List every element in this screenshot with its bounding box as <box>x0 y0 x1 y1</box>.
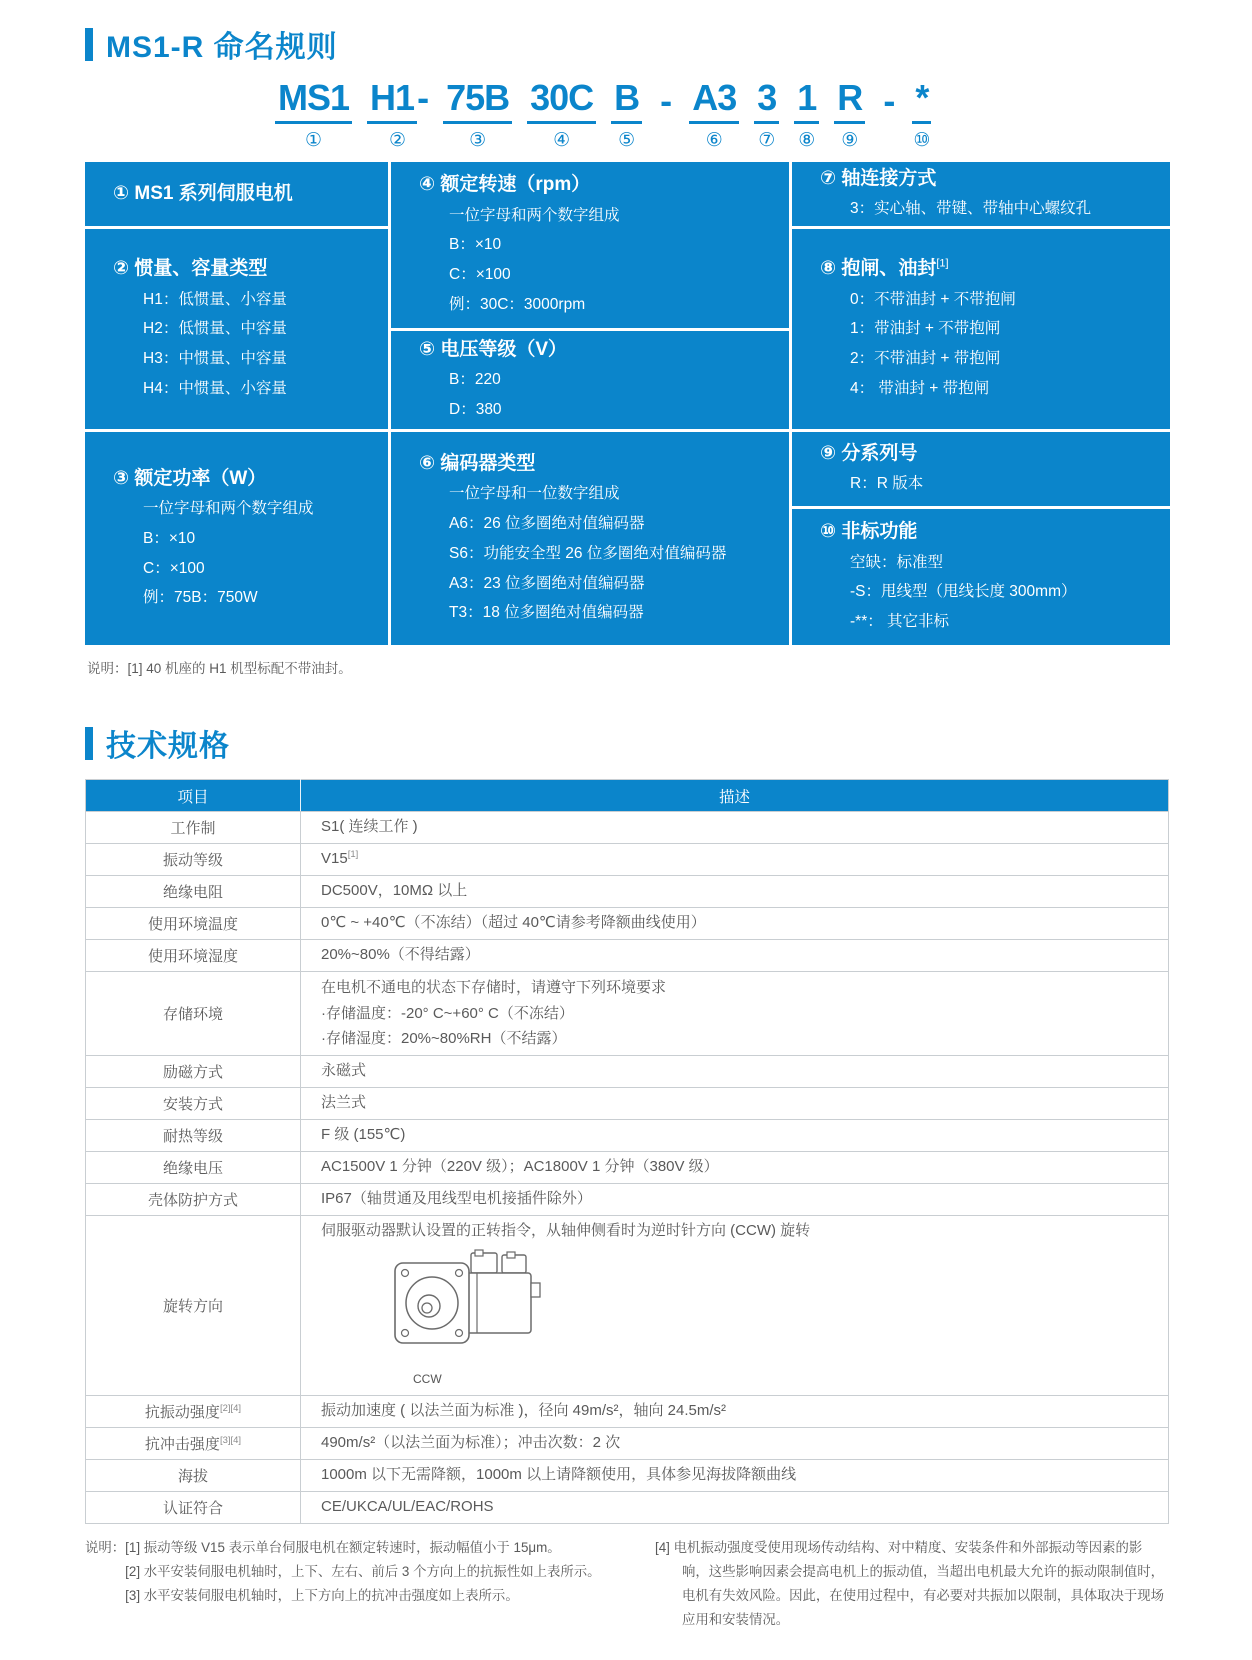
spec-header-item: 项目 <box>86 780 301 812</box>
naming-box-4: ④ 额定转速（rpm） 一位字母和两个数字组成 B：×10 C：×100 例：30C：3000rpm <box>391 162 789 328</box>
spec-table-header-row <box>86 780 1169 812</box>
table-row: 安装方式 法兰式 <box>86 1087 1169 1119</box>
table-row: 抗振动强度[2][4] 振动加速度 ( 以法兰面为标准 )，径向 49m/s²，轴向 24.5m/s² <box>86 1395 1169 1427</box>
footnote-3: [3] 水平安装伺服电机轴时，上下方向上的抗冲击强度如上表所示。 <box>125 1588 519 1604</box>
footnote-label: 说明： <box>85 1539 126 1555</box>
table-row: 使用环境温度 0℃ ~ +40℃（不冻结）（超过 40℃请参考降额曲线使用） <box>86 908 1169 940</box>
naming-section-title: MS1-R 命名规则 <box>106 31 338 64</box>
naming-box-5: ⑤ 电压等级（V） B：220 D：380 <box>391 331 789 429</box>
table-row: 振动等级 V15[1] <box>86 844 1169 876</box>
naming-box-2: ② 惯量、容量类型 H1：低惯量、小容量 H2：低惯量、中容量 H3：中惯量、中容量 H4：中惯量、小容量 <box>85 229 388 429</box>
table-row: 耐热等级 F 级 (155℃) <box>86 1119 1169 1151</box>
table-row: 海拔 1000m 以下无需降额，1000m 以上请降额使用，具体参见海拔降额曲线 <box>86 1459 1169 1491</box>
model-segment: A3 ⑥ <box>689 80 739 150</box>
naming-box-9: ⑨ 分系列号 R：R 版本 <box>792 432 1170 506</box>
table-row: 工作制 S1( 连续工作 ) <box>86 812 1169 844</box>
specs-footnotes <box>85 1536 1167 1633</box>
naming-box-8: ⑧ 抱闸、油封[1] 0：不带油封 + 不带抱闸 1：带油封 + 不带抱闸 2：不带油封 + 带抱闸 4： 带油封 + 带抱闸 <box>792 229 1170 429</box>
model-segment: 3 ⑦ <box>754 80 779 150</box>
model-segment: B ⑤ <box>611 80 642 150</box>
model-separator: - <box>660 80 672 121</box>
section-accent-bar <box>85 727 93 760</box>
section-accent-bar <box>85 28 93 61</box>
model-segment: MS1 ① <box>275 80 352 150</box>
model-segment: 75B ③ <box>443 80 512 150</box>
footnotes-right <box>645 1536 1167 1633</box>
model-segment: 1 ⑧ <box>794 80 819 150</box>
footnote-1: [1] 振动等级 V15 表示单台伺服电机在额定转速时，振动幅值小于 15μm。 <box>125 1539 561 1555</box>
naming-grid-col-2 <box>391 162 789 645</box>
table-row: 励磁方式 永磁式 <box>86 1055 1169 1087</box>
naming-box-6: ⑥ 编码器类型 一位字母和一位数字组成 A6：26 位多圈绝对值编码器 S6：功能安全型 26 位多圈绝对值编码器 A3：23 位多圈绝对值编码器 T3：18 位多圈绝对值编码器 <box>391 432 789 645</box>
naming-grid <box>85 162 1167 645</box>
naming-grid-col-1 <box>85 162 388 645</box>
model-separator: - <box>883 80 895 121</box>
model-segment: * ⑩ <box>913 77 931 151</box>
table-row: 认证符合 CE/UKCA/UL/EAC/ROHS <box>86 1491 1169 1523</box>
model-code <box>275 77 1167 151</box>
table-row: 绝缘电阻 DC500V，10MΩ 以上 <box>86 876 1169 908</box>
naming-section-header <box>85 22 1167 66</box>
naming-grid-col-3 <box>792 162 1170 645</box>
spec-header-desc: 描述 <box>301 780 1169 812</box>
table-row: 使用环境湿度 20%~80%（不得结露） <box>86 940 1169 972</box>
naming-box-1: ① MS1 系列伺服电机 <box>85 162 388 226</box>
naming-box-7: ⑦ 轴连接方式 3：实心轴、带键、带轴中心螺纹孔 <box>792 162 1170 226</box>
model-segment: 30C ④ <box>527 80 596 150</box>
footnote-4: [4] 电机振动强度受使用现场传动结构、对中精度、安装条件和外部振动等因素的影响，这些影响因素会提高电机上的振动值，当超出电机最大允许的振动限制值时，电机有失效风险。因此，在使用过程中，有必要对共振加以限制，具体取决于现场应用和安装情况。 <box>655 1539 1165 1628</box>
specs-section-title: 技术规格 <box>106 730 230 763</box>
table-row: 壳体防护方式 IP67（轴贯通及甩线型电机接插件除外） <box>86 1183 1169 1215</box>
footnote-2: [2] 水平安装伺服电机轴时，上下、左右、前后 3 个方向上的抗振性如上表所示。 <box>125 1563 601 1579</box>
motor-ccw-illustration <box>379 1249 569 1390</box>
table-row: 抗冲击强度[3][4] 490m/s²（以法兰面为标准）；冲击次数：2 次 <box>86 1427 1169 1459</box>
model-segment: R ⑨ <box>834 80 865 150</box>
naming-box-3: ③ 额定功率（W） 一位字母和两个数字组成 B：×10 C：×100 例：75B：750W <box>85 432 388 645</box>
table-row-rotation-direction: 旋转方向 伺服驱动器默认设置的正转指令，从轴伸侧看时为逆时针方向 (CCW) 旋转 CCW <box>86 1215 1169 1395</box>
model-segment: H1 - ② <box>367 80 428 150</box>
spec-table <box>85 779 1169 1524</box>
footnotes-left <box>85 1536 645 1633</box>
naming-box-10: ⑩ 非标功能 空缺：标准型 -S：甩线型（甩线长度 300mm） -**： 其它非标 <box>792 509 1170 645</box>
specs-section-header <box>85 721 1167 765</box>
table-row: 绝缘电压 AC1500V 1 分钟（220V 级）；AC1800V 1 分钟（380V 级） <box>86 1151 1169 1183</box>
naming-footnote: 说明：[1] 40 机座的 H1 机型标配不带油封。 <box>87 661 352 676</box>
ccw-label: CCW <box>413 1372 442 1386</box>
table-row-storage-environment: 存储环境 在电机不通电的状态下存储时，请遵守下列环境要求 ·存储温度：-20° C~+60° C（不冻结） ·存储湿度：20%~80%RH（不结露） <box>86 972 1169 1056</box>
